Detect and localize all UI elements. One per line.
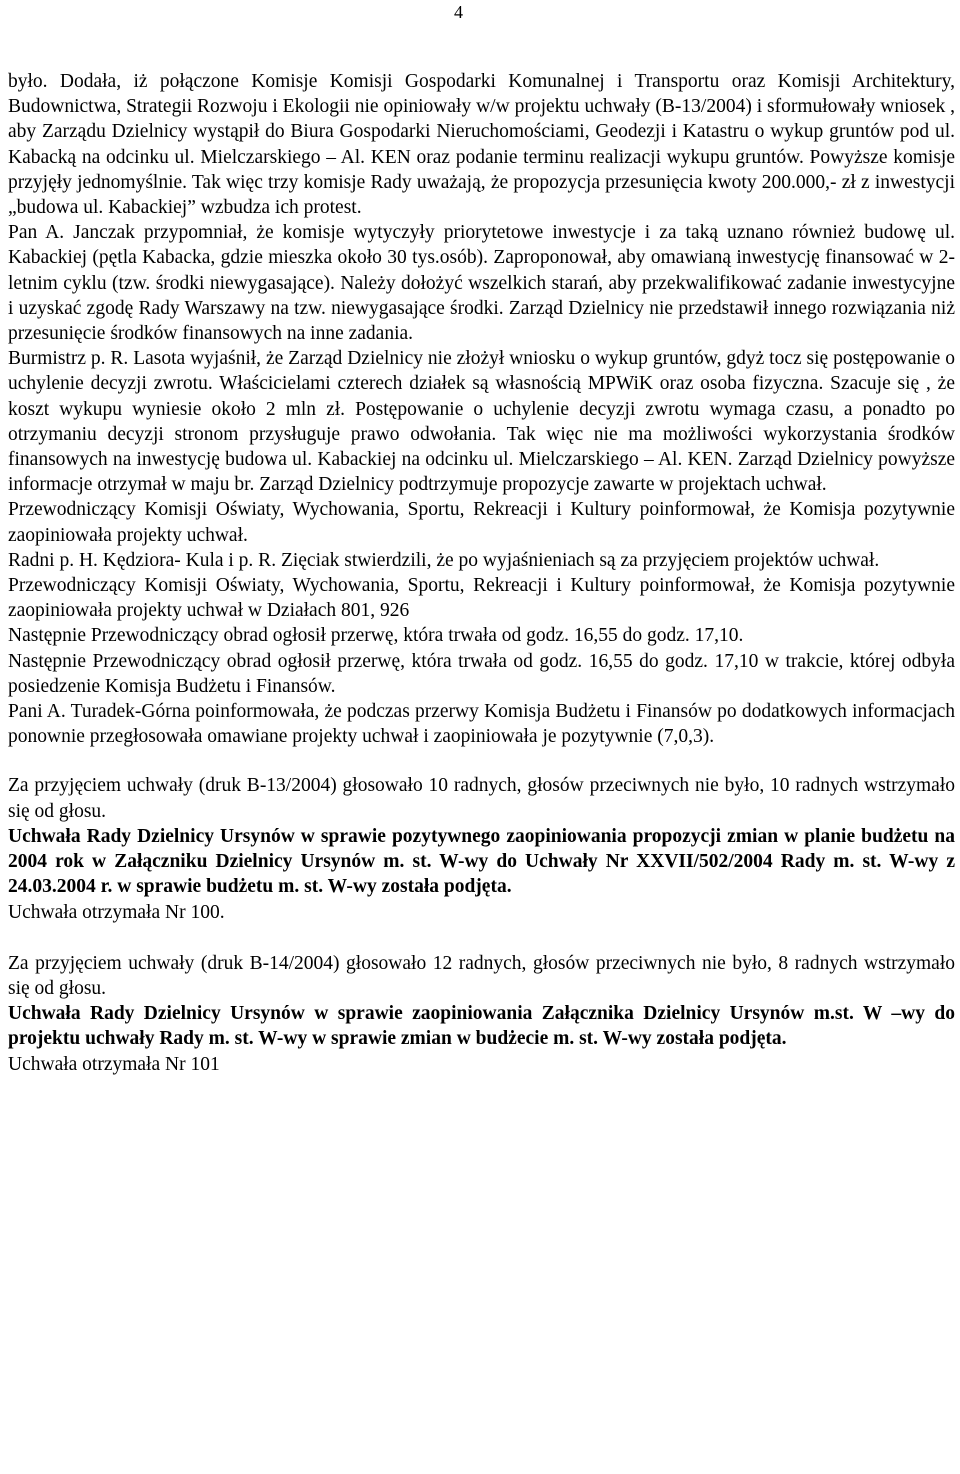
paragraph-resolution-number-101: Uchwała otrzymała Nr 101 [8, 1053, 220, 1075]
paragraph-chairman-opinion-1: Przewodniczący Komisji Oświaty, Wychowania, Sportu, Rekreacji i Kultury poinformował, że Komisja pozytywnie zaopiniowała projekty uchwał. [8, 499, 955, 546]
paragraph-resolution-b14: Uchwała Rady Dzielnicy Ursynów w sprawie zaopiniowania Załącznika Dzielnicy Ursynów m.st. W –wy do projektu uchwały Rady m. st. W-wy w sprawie zmian w budżecie m. st. W-wy została podjęta. [8, 1003, 955, 1050]
paragraph-vote-b14: Za przyjęciem uchwały (druk B-14/2004) głosowało 12 radnych, głosów przeciwnych nie było, 8 radnych wstrzymało się od głosu. [8, 952, 955, 999]
paragraph-vote-b13: Za przyjęciem uchwały (druk B-13/2004) głosowało 10 radnych, głosów przeciwnych nie było, 10 radnych wstrzymało się od głosu. [8, 775, 955, 822]
paragraph-break-1: Następnie Przewodniczący obrad ogłosił przerwę, która trwała od godz. 16,55 do godz. 17,10. [8, 625, 744, 647]
paragraph-janczak: Pan A. Janczak przypomniał, że komisje wytyczyły priorytetowe inwestycje i za taką uznano również budowę ul. Kabackiej (pętla Kabacka, gdzie mieszka około 30 tys.osób). Zaproponował, aby omawianą inwestycję finansować w 2-letnim cyklu (tzw. środki niewygasające). Należy dołożyć wszelkich starań, aby przekwalifikować zadanie inwestycyjne i uzyskać zgodę Rady Warszawy na tzw. niewygasające środki. Zarząd Dzielnicy nie przedstawił innego rozwiązania niż przesunięcie środków finansowych na inne zadania. [8, 222, 955, 345]
paragraph-lasota: Burmistrz p. R. Lasota wyjaśnił, że Zarząd Dzielnicy nie złożył wniosku o wykup gruntów, gdyż tocz się postępowanie o uchylenie decyzji zwrotu. Właścicielami czterech działek są własnością MPWiK oraz osoba fizyczna. Szacuje się , że koszt wykupu wyniesie około 2 mln zł. Postępowanie o uchylenie decyzji zwrotu wymaga czasu, a ponadto po otrzymaniu decyzji stronom przysługuje prawo odwołania. Tak więc nie ma możliwości wykorzystania środków finansowych na inwestycję budowa ul. Kabackiej na odcinku ul. Mielczarskiego – Al. KEN. Zarząd Dzielnicy powyższe informacje otrzymał w maju br. Zarząd Dzielnicy podtrzymuje propozycje zawarte w projektach uchwał. [8, 348, 955, 496]
paragraph-break-2: Następnie Przewodniczący obrad ogłosił przerwę, która trwała od godz. 16,55 do godz. 17,10 w trakcie, której odbyła posiedzenie Komisja Budżetu i Finansów. [8, 650, 955, 697]
paragraph-turadek-gorna: Pani A. Turadek-Górna poinformowała, że podczas przerwy Komisja Budżetu i Finansów po dodatkowych informacjach ponownie przegłosowała omawiane projekty uchwał i zaopiniowała je pozytywnie (7,0,3). [8, 701, 955, 748]
paragraph-committees-opinion: było. Dodała, iż połączone Komisje Komisji Gospodarki Komunalnej i Transportu oraz Komisji Architektury, Budownictwa, Strategii Rozwoju i Ekologii nie opiniowały w/w projektu uchwały (B-13/2004) i sformułowały wniosek , aby Zarządu Dzielnicy wystąpił do Biura Gospodarki Nieruchomościami, Geodezji i Katastru o wykup gruntów pod ul. Kabacką na odcinku ul. Mielczarskiego – Al. KEN oraz podanie terminu realizacji wykupu gruntów. Powyższe komisje przyjęły jednomyślnie. Tak więc trzy komisje Rady uważają, że propozycja przesunięcia kwoty 200.000,- zł z inwestycji „budowa ul. Kabackiej” wzbudza ich protest. [8, 71, 955, 219]
paragraph-resolution-b13: Uchwała Rady Dzielnicy Ursynów w sprawie pozytywnego zaopiniowania propozycji zmian w planie budżetu na 2004 rok w Załączniku Dzielnicy Ursynów m. st. W-wy do Uchwały Nr XXVII/502/2004 Rady m. st. W-wy z 24.03.2004 r. w sprawie budżetu m. st. W-wy została podjęta. [8, 825, 955, 898]
document-body [8, 69, 955, 1077]
paragraph-chairman-opinion-2: Przewodniczący Komisji Oświaty, Wychowania, Sportu, Rekreacji i Kultury poinformował, że Komisja pozytywnie zaopiniowała projekty uchwał w Działach 801, 926 [8, 575, 955, 622]
paragraph-councillors: Radni p. H. Kędziora- Kula i p. R. Zięciak stwierdzili, że po wyjaśnieniach są za przyjęciem projektów uchwał. [8, 549, 880, 571]
page-number: 4 [454, 2, 463, 22]
paragraph-resolution-number-100: Uchwała otrzymała Nr 100. [8, 901, 225, 923]
